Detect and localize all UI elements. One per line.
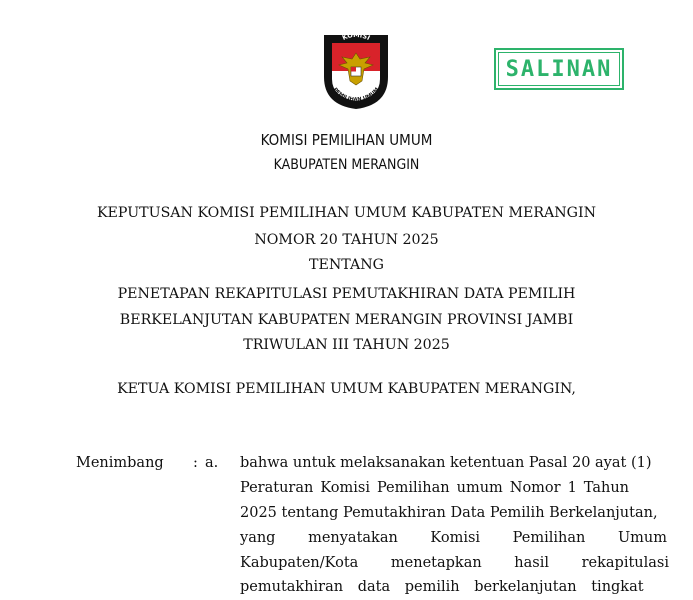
considering-text-line: Peraturan Komisi Pemilihan umum Nomor 1 Tahun bbox=[240, 480, 629, 496]
considering-text-line: Kabupaten/Kota menetapkan hasil rekapitulasi bbox=[240, 555, 669, 571]
decree-number: NOMOR 20 TAHUN 2025 bbox=[254, 232, 439, 248]
considering-text-line: bahwa untuk melaksanakan ketentuan Pasal 20 ayat (1) bbox=[240, 455, 652, 471]
logo-bottom-text: PEMILIHAN UMUM bbox=[331, 86, 381, 104]
decree-about: TENTANG bbox=[309, 257, 384, 273]
decree-subject-line: TRIWULAN III TAHUN 2025 bbox=[243, 337, 450, 353]
copy-stamp bbox=[494, 48, 624, 90]
stamp-text: SALINAN bbox=[505, 56, 613, 82]
considering-text-line: yang menyatakan Komisi Pemilihan Umum bbox=[240, 530, 668, 546]
considering-text-line: 2025 tentang Pemutakhiran Data Pemilih Berkelanjutan, bbox=[240, 505, 658, 521]
decree-title: KEPUTUSAN KOMISI PEMILIHAN UMUM KABUPATEN MERANGIN bbox=[96, 205, 597, 221]
considering-text-line: pemutakhiran data pemilih berkelanjutan tingkat bbox=[240, 579, 644, 595]
considering-item-marker: a. bbox=[205, 455, 219, 471]
logo-top-text: KOMISI bbox=[340, 30, 372, 43]
decree-issuer: KETUA KOMISI PEMILIHAN UMUM KABUPATEN MERANGIN, bbox=[117, 381, 576, 397]
institution-name: KOMISI PEMILIHAN UMUM bbox=[260, 131, 433, 149]
garuda-emblem-icon bbox=[318, 27, 394, 111]
decree-subject-line: BERKELANJUTAN KABUPATEN MERANGIN PROVINSI JAMBI bbox=[119, 312, 574, 328]
kpu-logo bbox=[318, 27, 394, 111]
institution-region: KABUPATEN MERANGIN bbox=[273, 157, 420, 173]
considering-colon: : bbox=[193, 455, 198, 471]
decree-subject-line: PENETAPAN REKAPITULASI PEMUTAKHIRAN DATA PEMILIH bbox=[117, 286, 576, 302]
considering-label: Menimbang bbox=[76, 455, 164, 471]
